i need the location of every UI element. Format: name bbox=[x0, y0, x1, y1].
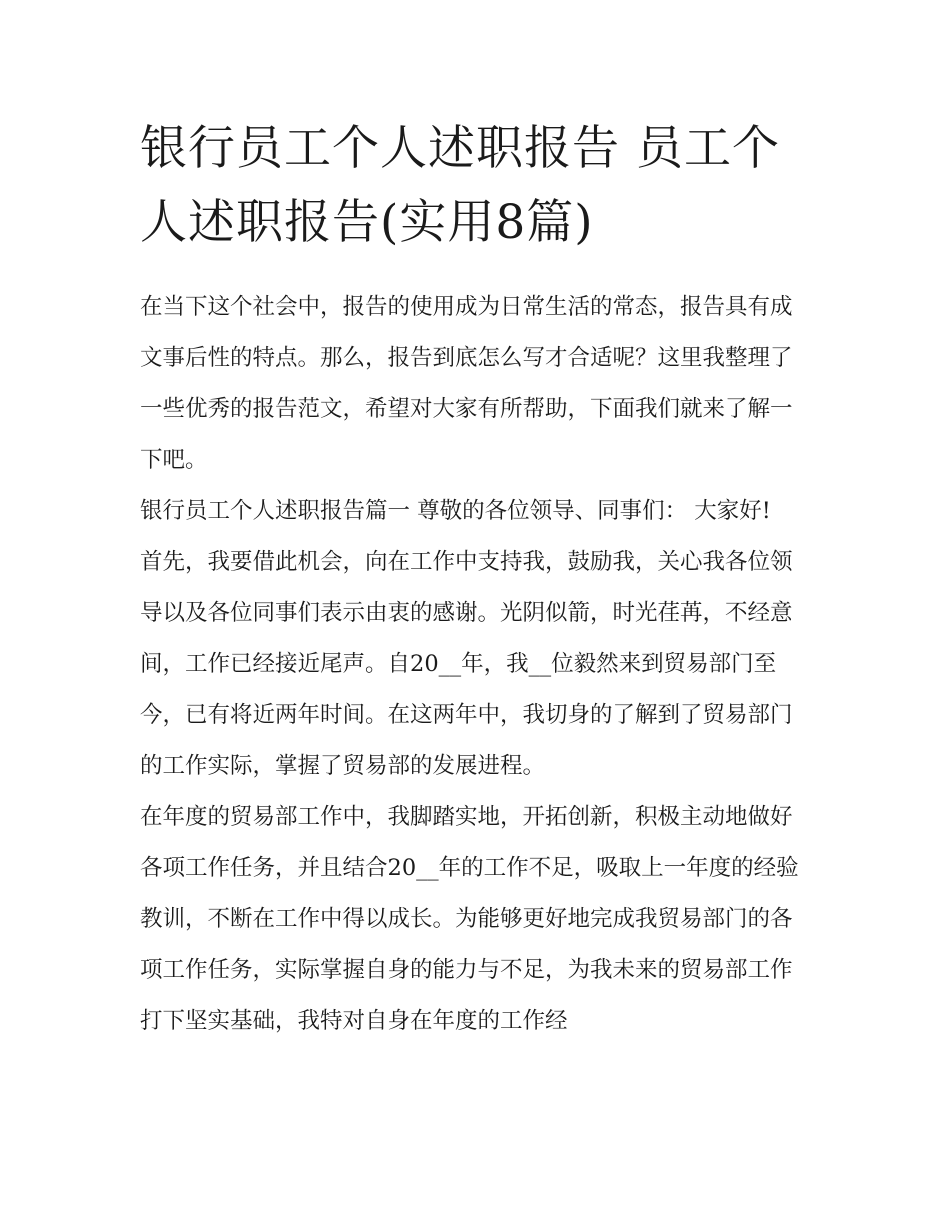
document-page bbox=[140, 112, 812, 1047]
body-paragraph: 在年度的贸易部工作中，我脚踏实地，开拓创新，积极主动地做好各项工作任务，并且结合20__年的工作不足，吸取上一年度的经验教训，不断在工作中得以成长。为能够更好地完成我贸易部门的各项工作任务，实际掌握自身的能力与不足，为我未来的贸易部工作打下坚实基础，我特对自身在年度的工作经 bbox=[140, 804, 799, 1034]
body-paragraph: 首先，我要借此机会，向在工作中支持我，鼓励我，关心我各位领导以及各位同事们表示由衷的感谢。光阴似箭，时光荏苒，不经意间，工作已经接近尾声。自20__年，我__位毅然来到贸易部门至今，已有将近两年时间。在这两年中，我切身的了解到了贸易部门的工作实际，掌握了贸易部的发展进程。 bbox=[140, 549, 793, 779]
section-heading-paragraph: 银行员工个人述职报告篇一 尊敬的各位领导、同事们： 大家好! bbox=[140, 498, 771, 524]
intro-paragraph: 在当下这个社会中，报告的使用成为日常生活的常态，报告具有成文事后性的特点。那么，报告到底怎么写才合适呢？这里我整理了一些优秀的报告范文，希望对大家有所帮助，下面我们就来了解一下吧。 bbox=[140, 294, 793, 473]
document-body bbox=[140, 282, 812, 1047]
document-title: 银行员工个人述职报告 员工个人述职报告(实用8篇) bbox=[140, 121, 780, 250]
